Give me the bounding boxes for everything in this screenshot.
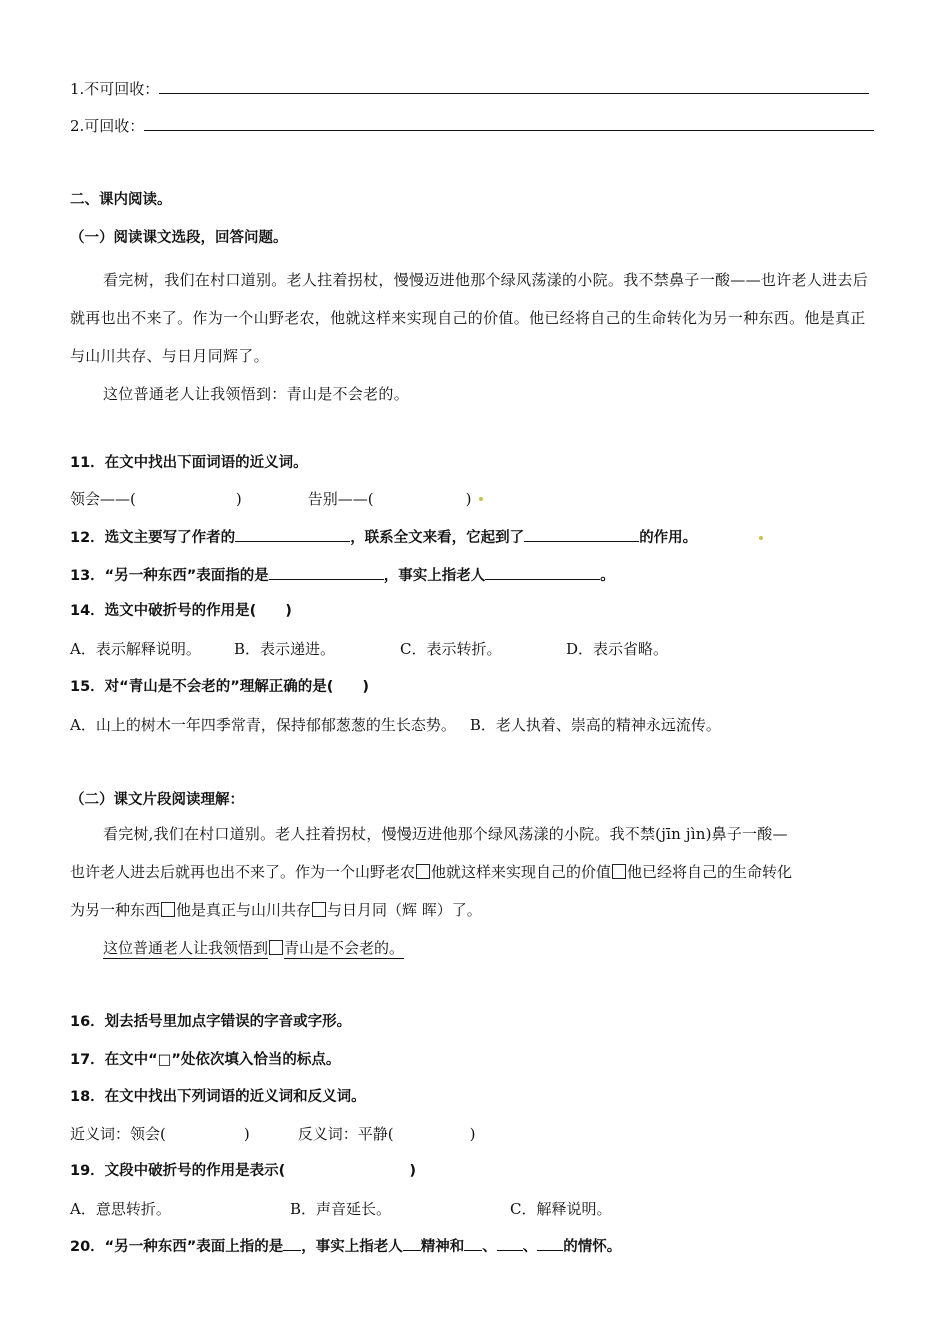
passage1-conclusion: 这位普通老人让我领悟到：青山是不会老的。 — [103, 385, 410, 403]
question-13 — [70, 565, 615, 586]
q20-text: 精神和 — [420, 1239, 465, 1255]
q19-options — [70, 1199, 611, 1219]
q18-synonym-close: ) — [243, 1125, 250, 1143]
stray-mark — [479, 497, 483, 501]
answer-blank[interactable] — [485, 565, 600, 580]
stray-mark — [759, 536, 763, 540]
q18-antonym-close: ) — [469, 1125, 476, 1143]
answer-blank[interactable] — [524, 527, 639, 542]
punctuation-box[interactable] — [269, 940, 283, 955]
question-16: 16．划去括号里加点字错误的字音或字形。 — [70, 1014, 352, 1030]
question-11-items — [70, 489, 471, 509]
part2-heading: （二）课文片段阅读理解： — [70, 792, 244, 808]
passage-text: 为另一种东西 — [70, 901, 161, 919]
answer-blank[interactable] — [497, 1236, 523, 1251]
q20-text: 20．“另一种东西”表面上指的是 — [70, 1239, 284, 1255]
question-12 — [70, 527, 697, 548]
q13-text-a: 13．“另一种东西”表面指的是 — [70, 568, 269, 584]
question-17: 17．在文中“□”处依次填入恰当的标点。 — [70, 1052, 341, 1068]
question-label: 2.可回收： — [70, 117, 145, 135]
passage2-line4 — [103, 938, 404, 958]
q20-text: 、 — [522, 1239, 538, 1255]
option-a[interactable]: A．山上的树木一年四季常青，保持郁郁葱葱的生长态势。 — [70, 716, 456, 734]
question-15: 15．对“青山是不会老的”理解正确的是( ) — [70, 679, 369, 695]
question-nonrecyclable — [70, 79, 869, 99]
passage-text: 青山是不会老的。 — [284, 939, 405, 957]
passage-text: 他已经将自己的生命转化 — [627, 863, 793, 881]
question-recyclable — [70, 116, 874, 136]
option-a[interactable]: A．意思转折。 — [70, 1200, 171, 1218]
passage-text: 与日月同（辉 晖）了。 — [327, 901, 482, 919]
answer-blank[interactable] — [283, 1236, 301, 1251]
q11-item-a: 领会——( — [70, 490, 136, 508]
question-11: 11．在文中找出下面词语的近义词。 — [70, 455, 308, 471]
passage-text: 这位普通老人让我领悟到 — [103, 939, 269, 957]
q20-text: 、 — [482, 1239, 497, 1255]
option-c[interactable]: C．表示转折。 — [400, 640, 502, 658]
q18-synonym: 近义词：领会( — [70, 1125, 166, 1143]
q12-text-c: 的作用。 — [639, 530, 698, 546]
option-b[interactable]: B．老人执着、崇高的精神永远流传。 — [469, 716, 721, 734]
answer-blank[interactable] — [159, 79, 869, 94]
answer-blank[interactable] — [537, 1236, 563, 1251]
punctuation-box[interactable] — [161, 902, 175, 917]
question-label: 1.不可回收： — [70, 80, 160, 98]
answer-blank[interactable] — [235, 527, 350, 542]
q13-text-c: 。 — [600, 568, 615, 584]
q11-item-b-close: ) — [465, 490, 472, 508]
question-20 — [70, 1236, 621, 1257]
punctuation-box[interactable] — [312, 902, 326, 917]
passage2-line1: 看完树,我们在村口道别。老人拄着拐杖，慢慢迈进他那个绿风荡漾的小院。我不禁(jīn jìn)鼻子一酸— — [103, 825, 788, 843]
q18-antonym: 反义词：平静( — [297, 1125, 394, 1143]
passage2-line2 — [70, 862, 792, 882]
option-b[interactable]: B．表示递进。 — [234, 640, 336, 658]
option-d[interactable]: D．表示省略。 — [566, 640, 669, 658]
question-19 — [70, 1161, 416, 1181]
q19-text: 19．文段中破折号的作用是表示( — [70, 1163, 286, 1179]
option-b[interactable]: B．声音延长。 — [290, 1200, 392, 1218]
q20-text: ，事实上指老人 — [301, 1239, 403, 1255]
passage-text: 他是真正与山川共存 — [176, 901, 312, 919]
answer-blank[interactable] — [464, 1236, 482, 1251]
q20-text: 的情怀。 — [563, 1239, 622, 1255]
q11-item-a-close: ) — [235, 490, 242, 508]
q11-item-b: 告别——( — [307, 490, 374, 508]
section-heading: 二、课内阅读。 — [70, 192, 172, 208]
answer-blank[interactable] — [269, 565, 384, 580]
passage2-line3 — [70, 900, 482, 920]
option-a[interactable]: A．表示解释说明。 — [70, 640, 201, 658]
q19-close: ) — [409, 1163, 416, 1179]
passage-text: 也许老人进去后就再也出不来了。作为一个山野老农 — [70, 863, 416, 881]
answer-blank[interactable] — [144, 116, 874, 131]
q13-text-b: ，事实上指老人 — [383, 568, 486, 584]
punctuation-box[interactable] — [612, 864, 626, 879]
passage-text: 他就这样来实现自己的价值 — [431, 863, 612, 881]
answer-blank[interactable] — [403, 1236, 421, 1251]
question-18-items — [70, 1124, 475, 1144]
passage1-paragraph: 看完树，我们在村口道别。老人拄着拐杖，慢慢迈进他那个绿风荡漾的小院。我不禁鼻子一酸——也许老人进去后就再也出不来了。作为一个山野老农，他就这样来实现自己的价值。他已经将自己的生命转化为另一种东西。他是真正与山川共存、与日月同辉了。 — [70, 271, 869, 365]
question-18: 18．在文中找出下列词语的近义词和反义词。 — [70, 1089, 366, 1105]
option-c[interactable]: C．解释说明。 — [510, 1200, 612, 1218]
q12-text-a: 12．选文主要写了作者的 — [70, 530, 236, 546]
q15-options — [70, 715, 721, 735]
punctuation-box[interactable] — [416, 864, 430, 879]
question-14: 14．选文中破折号的作用是( ) — [70, 603, 292, 619]
part1-heading: （一）阅读课文选段，回答问题。 — [70, 230, 288, 246]
q12-text-b: ，联系全文来看，它起到了 — [350, 530, 525, 546]
q14-options — [70, 639, 668, 659]
